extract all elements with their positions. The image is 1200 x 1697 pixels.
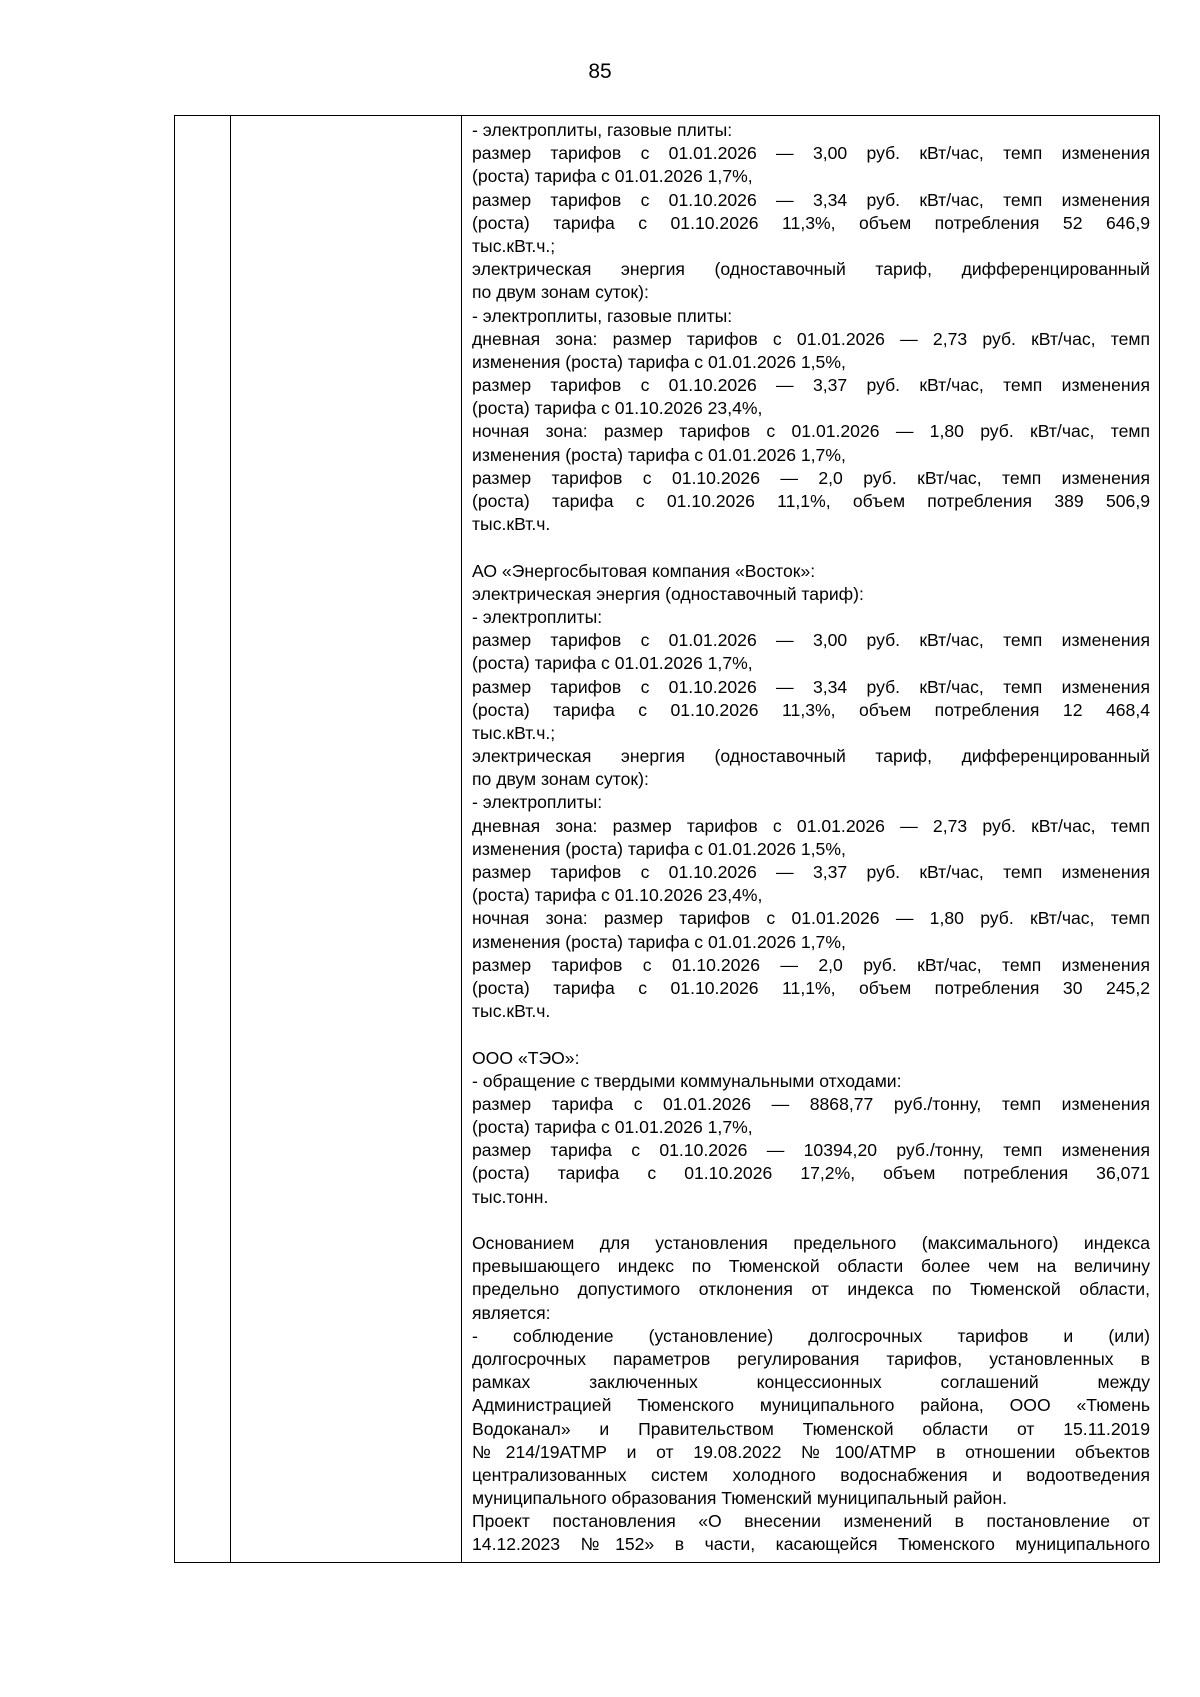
text-line: размер тарифов с 01.10.2026 — 2,0 руб. кВт/час, темп изменения (472, 954, 1150, 975)
table-column-number (175, 116, 231, 1562)
text-line: 14.12.2023 №152» в части, касающейся Тюменского муниципального (472, 1534, 1150, 1555)
table-column-name (231, 116, 462, 1562)
text-line: (роста) тарифа с 01.10.2026 23,4%, (472, 398, 763, 419)
text-line: ночная зона: размер тарифов с 01.01.2026 — 1,80 руб. кВт/час, темп (472, 908, 1150, 929)
text-line: размер тарифа с 01.01.2026 — 8868,77 руб./тонну, темп изменения (472, 1093, 1150, 1114)
text-line: изменения (роста) тарифа с 01.01.2026 1,5%, (472, 351, 846, 372)
text-line: рамках заключенных концессионных соглашений между (472, 1372, 1150, 1393)
text-line: дневная зона: размер тарифов с 01.01.2026 — 2,73 руб. кВт/час, темп (472, 815, 1150, 836)
document-table (174, 115, 1160, 1563)
text-line: Проект постановления «О внесении изменений в постановление от (472, 1511, 1150, 1532)
text-line: Основанием для установления предельного (максимального) индекса (472, 1233, 1150, 1253)
text-line: Водоканал» и Правительством Тюменской области от 15.11.2019 (472, 1418, 1150, 1439)
text-line: (роста) тарифа с 01.10.2026 17,2%, объем потребления 36,071 (472, 1163, 1150, 1184)
text-line: электрическая энергия (одноставочный тариф, дифференцированный (472, 259, 1150, 280)
text-line: АО «Энергосбытовая компания «Восток»: (472, 560, 816, 581)
text-line: предельно допустимого отклонения от индекса по Тюменской области, (472, 1279, 1150, 1300)
text-line: (роста) тарифа с 01.01.2026 1,7%, (472, 1117, 753, 1138)
page-number: 85 (588, 60, 612, 83)
paragraph-spacer (472, 1209, 1150, 1232)
text-line: размер тарифов с 01.10.2026 — 3,37 руб. кВт/час, темп изменения (472, 862, 1150, 882)
text-line: тыс.кВт.ч. (472, 514, 551, 535)
table-column-description (462, 116, 1159, 1562)
text-line: - электроплиты: (472, 606, 603, 627)
text-line: изменения (роста) тарифа с 01.01.2026 1,5%, (472, 838, 846, 859)
text-line: по двум зонам суток): (472, 769, 649, 790)
text-line: дневная зона: размер тарифов с 01.01.2026 — 2,73 руб. кВт/час, темп (472, 328, 1150, 349)
text-line: - электроплиты, газовые плиты: (472, 120, 733, 140)
text-line: размер тарифов с 01.10.2026 — 3,34 руб. кВт/час, темп изменения (472, 676, 1150, 697)
text-line: - электроплиты: (472, 792, 603, 813)
text-line: размер тарифов с 01.01.2026 — 3,00 руб. кВт/час, темп изменения (472, 630, 1150, 651)
paragraph-spacer (472, 1023, 1150, 1046)
text-line: превышающего индекс по Тюменской области более чем на величину (472, 1256, 1150, 1277)
text-line: размер тарифов с 01.10.2026 — 2,0 руб. кВт/час, темп изменения (472, 467, 1150, 488)
text-line: электрическая энергия (одноставочный тариф, дифференцированный (472, 746, 1150, 767)
text-line: (роста) тарифа с 01.01.2026 1,7%, (472, 653, 753, 674)
text-line: изменения (роста) тарифа с 01.01.2026 1,7%, (472, 444, 846, 465)
text-line: ООО «ТЭО»: (472, 1047, 580, 1068)
text-line: размер тарифов с 01.01.2026 — 3,00 руб. кВт/час, темп изменения (472, 143, 1150, 164)
text-line: является: (472, 1302, 551, 1323)
text-line: - соблюдение (установление) долгосрочных тарифов и (или) (472, 1325, 1150, 1346)
text-line: изменения (роста) тарифа с 01.01.2026 1,7%, (472, 931, 846, 952)
text-line: (роста) тарифа с 01.10.2026 11,3%, объем потребления 52 646,9 (472, 212, 1150, 233)
text-line: Администрацией Тюменского муниципального района, ООО «Тюмень (472, 1395, 1150, 1416)
text-line: долгосрочных параметров регулирования тарифов, установленных в (472, 1348, 1150, 1369)
text-line: ночная зона: размер тарифов с 01.01.2026 — 1,80 руб. кВт/час, темп (472, 421, 1150, 442)
text-line: - электроплиты, газовые плиты: (472, 305, 733, 326)
text-line: №214/19АТМР и от 19.08.2022 №100/АТМР в отношении объектов (472, 1441, 1150, 1462)
text-line: размер тарифа с 01.10.2026 — 10394,20 руб./тонну, темп изменения (472, 1140, 1150, 1161)
text-line: тыс.кВт.ч.; (472, 722, 556, 743)
text-line: (роста) тарифа с 01.10.2026 11,3%, объем потребления 12 468,4 (472, 699, 1150, 720)
text-line: муниципального образования Тюменский муниципальный район. (472, 1488, 1008, 1509)
text-line: тыс.тонн. (472, 1186, 549, 1207)
text-line: тыс.кВт.ч. (472, 1001, 551, 1022)
text-line: электрическая энергия (одноставочный тариф): (472, 583, 864, 604)
text-line: по двум зонам суток): (472, 282, 649, 303)
text-line: (роста) тарифа с 01.01.2026 1,7%, (472, 166, 753, 187)
text-line: размер тарифов с 01.10.2026 — 3,37 руб. кВт/час, темп изменения (472, 375, 1150, 396)
text-line: (роста) тарифа с 01.10.2026 23,4%, (472, 885, 763, 906)
text-line: - обращение с твердыми коммунальными отходами: (472, 1070, 902, 1091)
text-line: централизованных систем холодного водоснабжения и водоотведения (472, 1464, 1150, 1485)
text-line: (роста) тарифа с 01.10.2026 11,1%, объем потребления 30 245,2 (472, 977, 1150, 998)
text-line: тыс.кВт.ч.; (472, 235, 556, 256)
paragraph-spacer (472, 536, 1150, 559)
text-line: размер тарифов с 01.10.2026 — 3,34 руб. кВт/час, темп изменения (472, 189, 1150, 210)
text-line: (роста) тарифа с 01.10.2026 11,1%, объем потребления 389 506,9 (472, 491, 1150, 511)
